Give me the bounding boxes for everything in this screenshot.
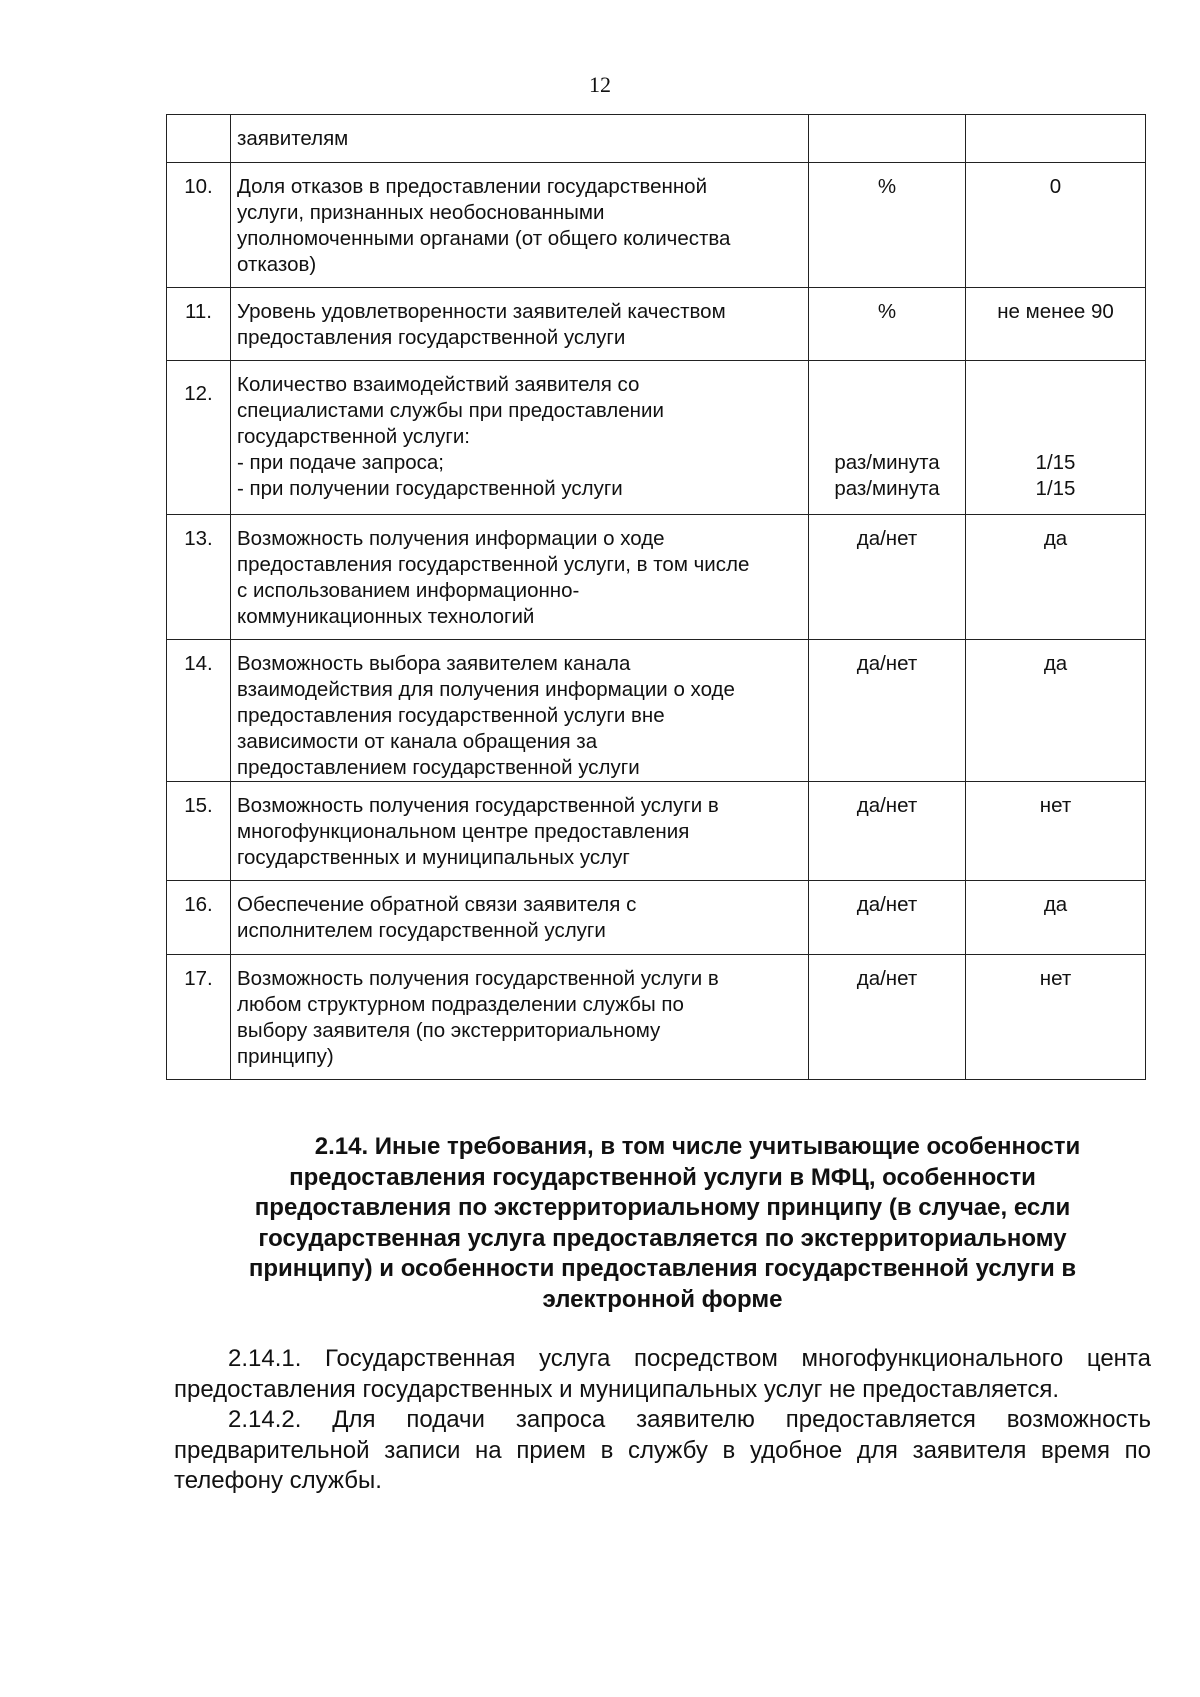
description-line: государственных и муниципальных услуг — [237, 846, 630, 869]
description-line: Уровень удовлетворенности заявителей качеством — [237, 300, 726, 323]
description-line: Возможность выбора заявителем канала — [237, 652, 631, 675]
page-number: 12 — [589, 72, 611, 97]
table-row — [167, 115, 1146, 163]
indicator-description — [231, 288, 809, 361]
description-line: коммуникационных технологий — [237, 605, 535, 628]
unit-cell: % — [809, 163, 966, 288]
heading-line: принципу) и особенности предоставления государственной услуги в — [248, 1255, 1077, 1282]
heading-line: предоставления по экстерриториальному принципу (в случае, если — [254, 1194, 1071, 1221]
unit-cell — [809, 115, 966, 163]
description-line: Количество взаимодействий заявителя со — [237, 373, 640, 396]
section-heading — [185, 1132, 1140, 1315]
description-line: заявителям — [237, 127, 349, 150]
description-line: предоставления государственной услуги — [237, 326, 626, 349]
value-cell: не менее 90 — [966, 288, 1146, 361]
unit-cell: да/нет — [809, 955, 966, 1080]
indicator-description — [231, 361, 809, 515]
description-line: уполномоченными органами (от общего количества — [237, 227, 731, 250]
description-line: - при подаче запроса; — [237, 451, 444, 474]
row-number: 16. — [167, 881, 231, 955]
value-cell: да — [966, 640, 1146, 782]
indicator-description — [231, 163, 809, 288]
unit-line: раз/минута — [834, 451, 940, 474]
table-row — [167, 288, 1146, 361]
heading-line: государственная услуга предоставляется по экстерриториальному — [258, 1224, 1067, 1252]
description-line: выбору заявителя (по экстерриториальному — [237, 1019, 661, 1042]
description-line: с использованием информационно- — [237, 579, 580, 602]
description-line: предоставлением государственной услуги — [237, 756, 640, 779]
unit-line: раз/минута — [834, 477, 940, 500]
indicator-description — [231, 640, 809, 782]
row-number: 15. — [167, 782, 231, 881]
paragraph: 2.14.2. Для подачи запроса заявителю предоставляется возможность предварительной записи на прием в службу в удобное для заявителя время по телефону службы. — [174, 1406, 1151, 1494]
heading-line: электронной форме — [542, 1285, 783, 1313]
table-row — [167, 881, 1146, 955]
indicators-table — [166, 114, 1146, 1080]
description-line: Обеспечение обратной связи заявителя с — [237, 893, 637, 916]
description-line: предоставления государственной услуги, в том числе — [237, 553, 750, 576]
value-cell: да — [966, 515, 1146, 640]
description-line: Возможность получения государственной услуги в — [237, 794, 719, 817]
unit-cell — [809, 361, 966, 515]
indicator-description — [231, 782, 809, 881]
description-line: услуги, признанных необоснованными — [237, 201, 605, 224]
table-row — [167, 640, 1146, 782]
heading-line: 2.14. Иные требования, в том числе учитывающие особенности — [314, 1133, 1081, 1160]
value-cell — [966, 361, 1146, 515]
row-number: 14. — [167, 640, 231, 782]
paragraph: 2.14.1. Государственная услуга посредством многофункционального цента предоставления государственных и муниципальных услуг не предоставляется. — [174, 1345, 1151, 1403]
value-line: 1/15 — [1035, 477, 1076, 500]
indicator-description — [231, 955, 809, 1080]
description-line: специалистами службы при предоставлении — [237, 399, 664, 422]
unit-cell: да/нет — [809, 782, 966, 881]
description-line: любом структурном подразделении службы по — [237, 993, 684, 1016]
description-line: многофункциональном центре предоставления — [237, 820, 690, 843]
indicator-description — [231, 515, 809, 640]
description-line: отказов) — [237, 253, 317, 276]
description-line: Возможность получения государственной услуги в — [237, 967, 719, 990]
row-number: 12. — [167, 361, 231, 515]
description-line: Возможность получения информации о ходе — [237, 527, 665, 550]
description-line: Доля отказов в предоставлении государственной — [237, 175, 708, 198]
row-number — [167, 115, 231, 163]
table-row — [167, 955, 1146, 1080]
indicator-description — [231, 881, 809, 955]
value-cell: 0 — [966, 163, 1146, 288]
description-line: зависимости от канала обращения за — [237, 730, 598, 753]
value-cell: нет — [966, 782, 1146, 881]
row-number: 11. — [167, 288, 231, 361]
value-cell: нет — [966, 955, 1146, 1080]
indicator-description — [231, 115, 809, 163]
description-line: принципу) — [237, 1045, 334, 1068]
unit-cell: да/нет — [809, 515, 966, 640]
unit-cell: да/нет — [809, 640, 966, 782]
heading-line: предоставления государственной услуги в МФЦ, особенности — [289, 1163, 1036, 1191]
row-number: 13. — [167, 515, 231, 640]
description-line: взаимодействия для получения информации о ходе — [237, 678, 735, 701]
row-number: 17. — [167, 955, 231, 1080]
description-line: - при получении государственной услуги — [237, 477, 623, 500]
table-row — [167, 515, 1146, 640]
description-line: предоставления государственной услуги вне — [237, 704, 665, 727]
description-line: государственной услуги: — [237, 425, 471, 448]
table-row — [167, 361, 1146, 515]
row-number: 10. — [167, 163, 231, 288]
table-row — [167, 163, 1146, 288]
description-line: исполнителем государственной услуги — [237, 919, 606, 942]
table-row — [167, 782, 1146, 881]
value-cell — [966, 115, 1146, 163]
unit-cell: % — [809, 288, 966, 361]
section-body — [174, 1344, 1151, 1497]
value-cell: да — [966, 881, 1146, 955]
value-line: 1/15 — [1035, 451, 1076, 474]
unit-cell: да/нет — [809, 881, 966, 955]
